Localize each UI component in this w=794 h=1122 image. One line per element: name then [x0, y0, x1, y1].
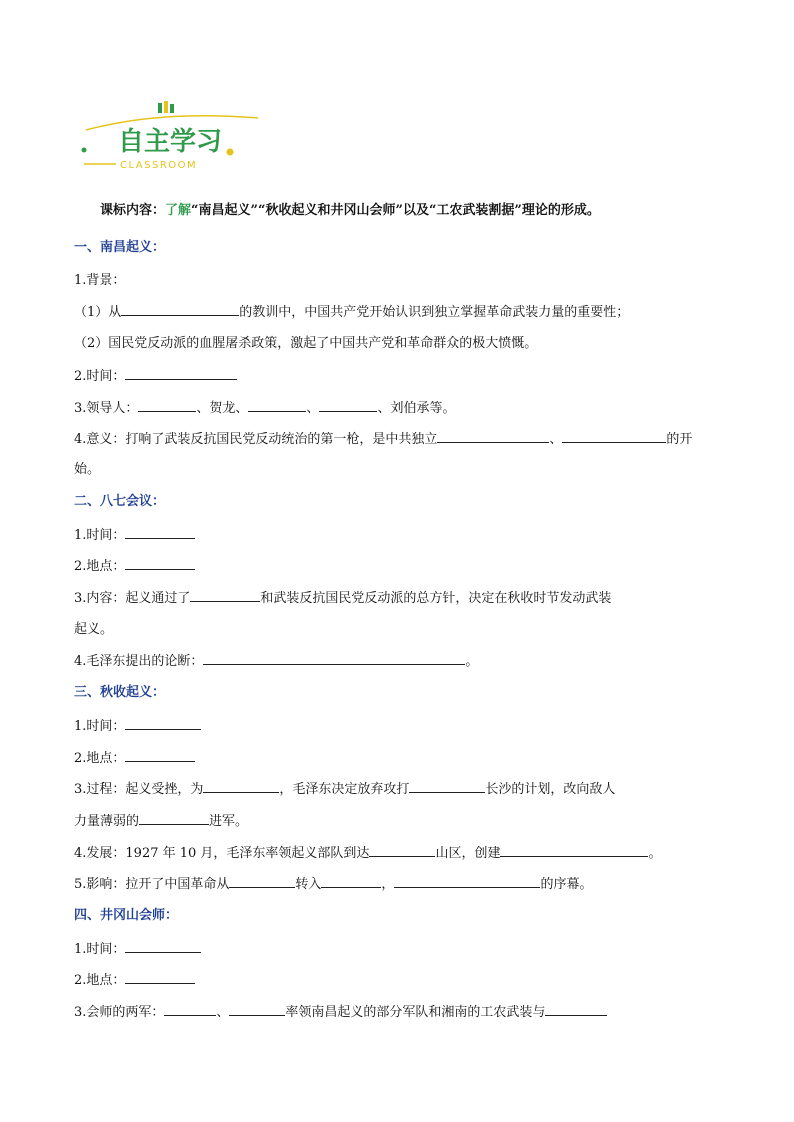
answer-blank[interactable]: [321, 875, 381, 888]
text-line: 起义。: [74, 622, 114, 637]
text-segment: 山区，创建: [435, 846, 501, 861]
text-segment: ，: [381, 877, 395, 892]
text-segment: 、: [216, 1005, 230, 1020]
text-line: （2）国民党反动派的血腥屠杀政策，激起了中国共产党和革命群众的极大愤慨。: [74, 336, 538, 351]
answer-blank[interactable]: [125, 526, 195, 539]
text-segment: 4.意义：打响了武装反抗国民党反动统治的第一枪，是中共独立: [74, 432, 438, 447]
text-line: [74, 940, 201, 959]
text-segment: 2.地点：: [74, 751, 126, 766]
text-segment: 3.领导人：: [74, 401, 139, 416]
text-line: [74, 844, 661, 863]
text-line: [74, 749, 195, 768]
text-segment: 2.时间：: [74, 369, 126, 384]
text-segment: 的教训中，中国共产党开始认识到独立掌握革命武装力量的重要性；: [239, 305, 630, 320]
course-standard: [100, 202, 600, 220]
text-segment: 、: [306, 401, 320, 416]
text-line: 始。: [74, 462, 101, 477]
section-heading: 一、南昌起义：: [74, 240, 166, 255]
answer-blank[interactable]: [125, 367, 237, 380]
answer-blank[interactable]: [203, 780, 279, 793]
answer-blank[interactable]: [248, 399, 306, 412]
text-segment: 5.影响：拉开了中国革命从: [74, 877, 230, 892]
section-heading: 三、秋收起义：: [74, 685, 166, 700]
text-segment: 2.地点：: [74, 973, 126, 988]
text-segment: 。: [648, 846, 662, 861]
answer-blank[interactable]: [121, 303, 239, 316]
text-segment: 进军。: [209, 814, 249, 829]
text-segment: 的开: [666, 432, 693, 447]
text-line: [74, 971, 195, 990]
text-segment: 、贺龙、: [196, 401, 249, 416]
text-line: [74, 780, 615, 799]
standard-prefix: 课标内容：: [100, 203, 166, 218]
answer-blank[interactable]: [125, 717, 201, 730]
section-heading: 四、井冈山会师：: [74, 908, 179, 923]
answer-blank[interactable]: [125, 940, 201, 953]
answer-blank[interactable]: [203, 652, 465, 665]
text-segment: 4.发展：1927 年 10 月，毛泽东率领起义部队到达: [74, 846, 370, 861]
text-line: [74, 652, 478, 671]
answer-blank[interactable]: [545, 1003, 607, 1016]
text-line: 1.背景：: [74, 273, 126, 288]
logo-graphic: [80, 98, 265, 178]
answer-blank[interactable]: [139, 812, 209, 825]
text-line: [74, 430, 692, 449]
answer-blank[interactable]: [125, 749, 195, 762]
text-segment: 长沙的计划，改向敌人: [485, 782, 616, 797]
text-segment: 力量薄弱的: [74, 814, 140, 829]
text-segment: 、刘伯承等。: [377, 401, 456, 416]
answer-blank[interactable]: [164, 1003, 216, 1016]
text-segment: 转入: [295, 877, 322, 892]
text-segment: 3.内容：起义通过了: [74, 591, 191, 606]
text-segment: 率领南昌起义的部分军队和湘南的工农武装与: [285, 1005, 546, 1020]
answer-blank[interactable]: [229, 1003, 285, 1016]
text-line: [74, 875, 592, 894]
classroom-logo: [80, 98, 265, 178]
answer-blank[interactable]: [437, 430, 549, 443]
standard-highlight: 了解: [165, 203, 192, 218]
text-line: [74, 589, 611, 608]
text-segment: 1.时间：: [74, 719, 126, 734]
text-line: [74, 717, 201, 736]
text-line: [74, 557, 195, 576]
standard-text: “南昌起义”“秋收起义和井冈山会师”以及“工农武装割据”理论的形成。: [191, 203, 600, 218]
text-line: [74, 367, 237, 386]
text-segment: 和武装反抗国民党反动派的总方针，决定在秋收时节发动武装: [260, 591, 612, 606]
answer-blank[interactable]: [229, 875, 295, 888]
text-segment: 。: [465, 654, 479, 669]
text-line: [74, 1003, 607, 1022]
book-icon: [158, 103, 162, 113]
answer-blank[interactable]: [138, 399, 196, 412]
answer-blank[interactable]: [190, 589, 260, 602]
answer-blank[interactable]: [562, 430, 666, 443]
answer-blank[interactable]: [319, 399, 377, 412]
logo-subtitle: CLASSROOM: [120, 160, 198, 171]
answer-blank[interactable]: [125, 971, 195, 984]
answer-blank[interactable]: [125, 557, 195, 570]
text-line: [74, 303, 629, 322]
text-segment: 4.毛泽东提出的论断：: [74, 654, 204, 669]
text-line: [74, 812, 248, 831]
answer-blank[interactable]: [369, 844, 435, 857]
text-segment: ，毛泽东决定放弃攻打: [279, 782, 410, 797]
answer-blank[interactable]: [409, 780, 485, 793]
text-segment: 3.会师的两军：: [74, 1005, 165, 1020]
text-segment: 2.地点：: [74, 559, 126, 574]
text-segment: 的序幕。: [540, 877, 593, 892]
text-line: [74, 399, 455, 418]
answer-blank[interactable]: [500, 844, 648, 857]
logo-title: 自主学习: [118, 127, 223, 157]
answer-blank[interactable]: [394, 875, 540, 888]
text-segment: （1）从: [74, 305, 122, 320]
text-segment: 1.时间：: [74, 528, 126, 543]
text-segment: 3.过程：起义受挫，为: [74, 782, 204, 797]
text-segment: 、: [549, 432, 563, 447]
text-line: [74, 526, 195, 545]
section-heading: 二、八七会议：: [74, 494, 166, 509]
text-segment: 1.时间：: [74, 942, 126, 957]
